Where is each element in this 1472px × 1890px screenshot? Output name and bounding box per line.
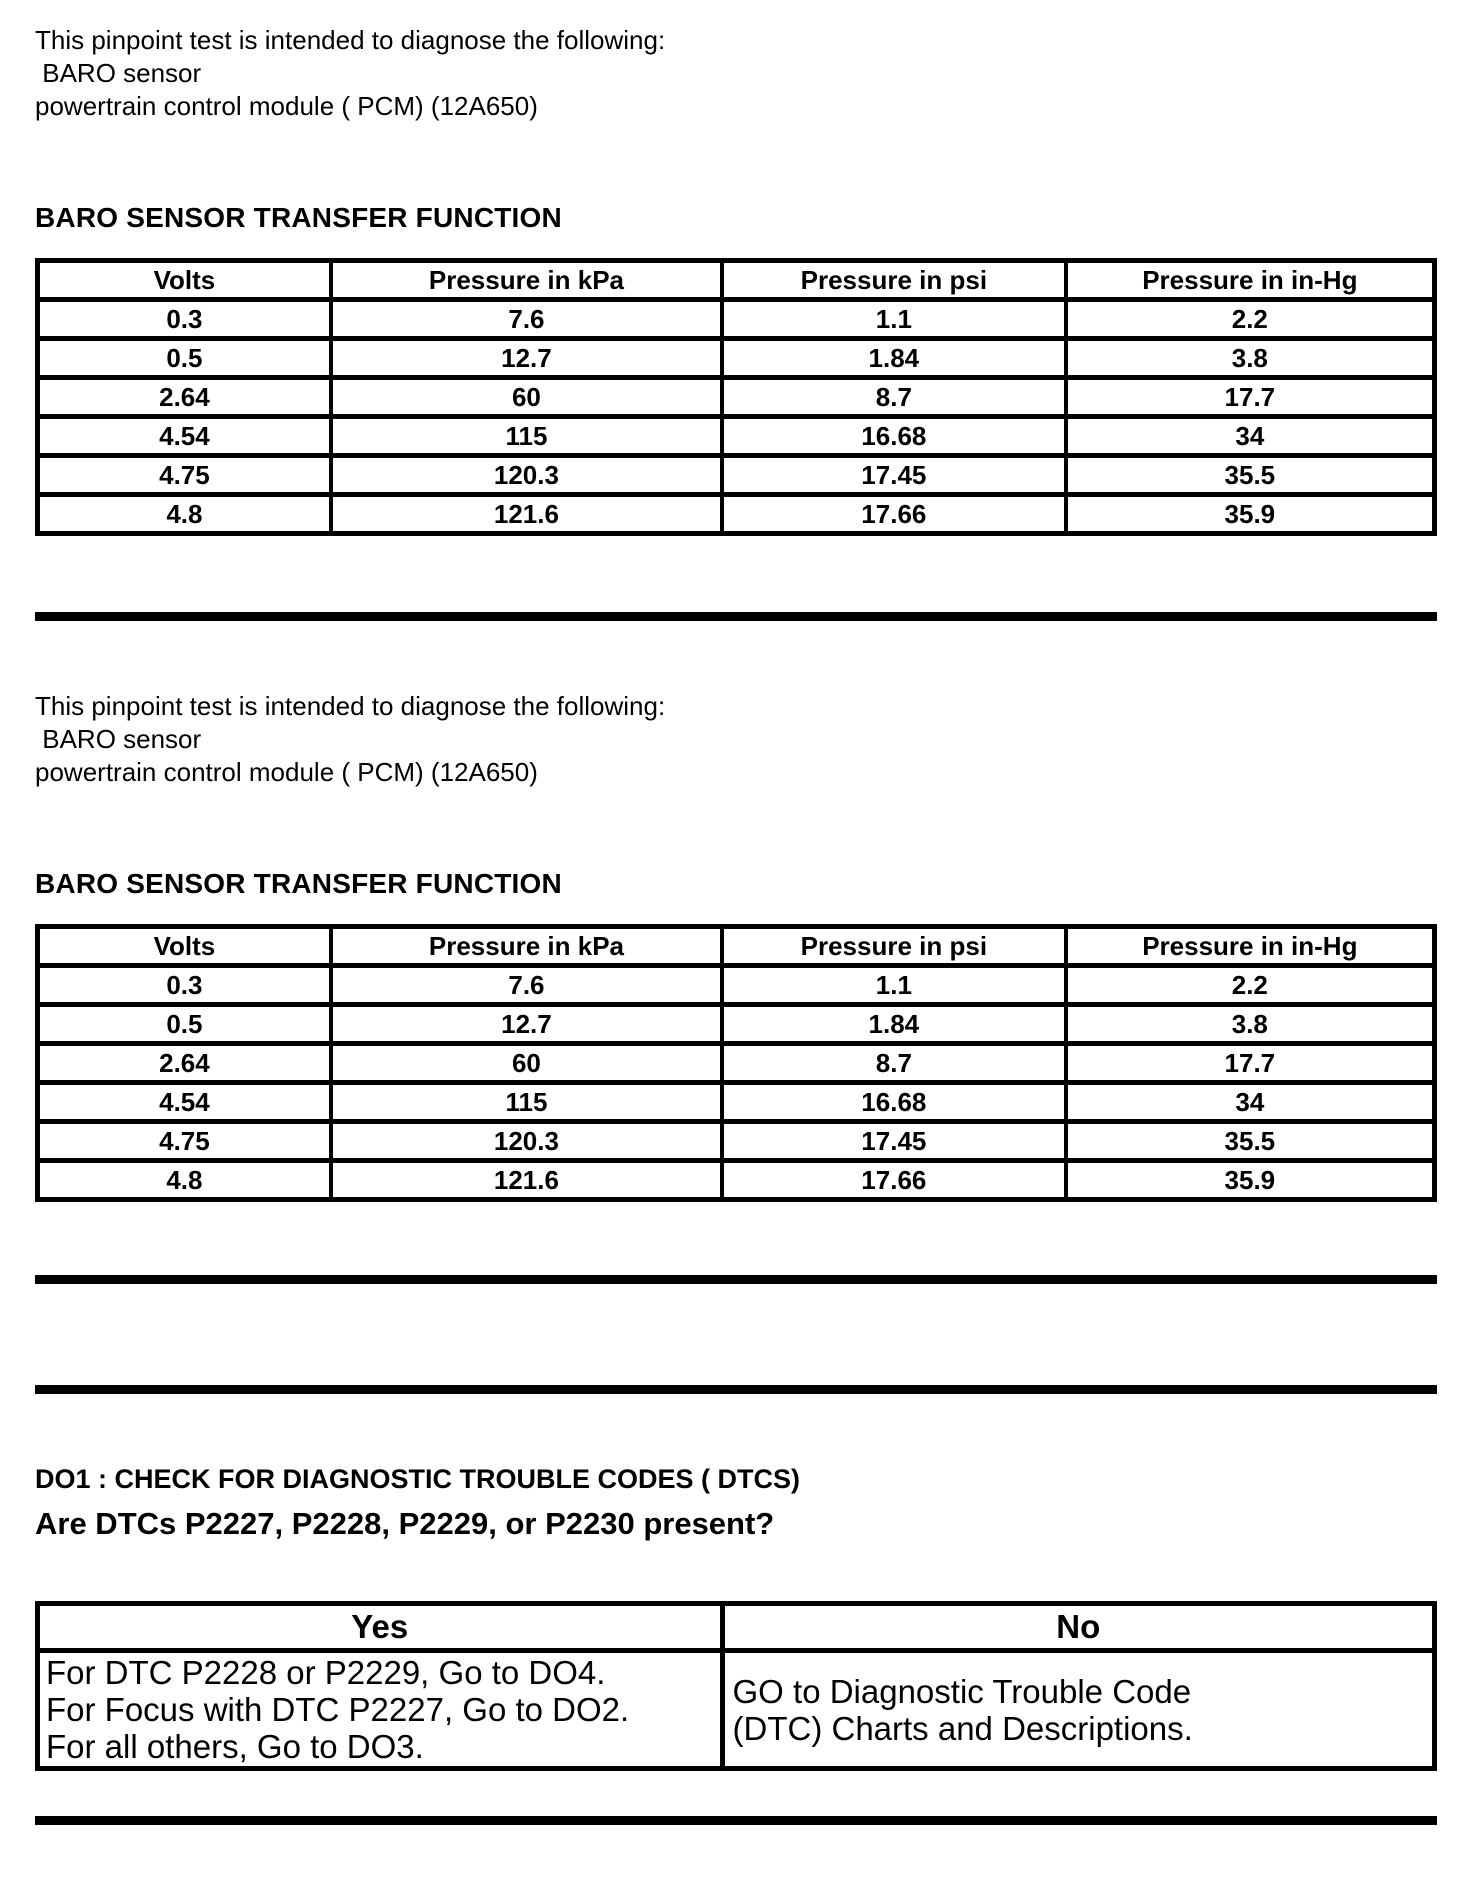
table-cell: 34 [1066,1083,1435,1122]
table-cell: 4.8 [38,1161,331,1200]
table-row [38,966,1435,1005]
no-cell [722,1651,1434,1769]
table-row [38,495,1435,534]
table-row [38,1005,1435,1044]
column-header-psi: Pressure in psi [722,261,1066,300]
decision-header-row [38,1604,1435,1651]
section-heading: BARO SENSOR TRANSFER FUNCTION [35,868,562,899]
table-cell: 35.9 [1066,1161,1435,1200]
decision-body-row [38,1651,1435,1769]
table-cell: 3.8 [1066,339,1435,378]
table-cell: 34 [1066,417,1435,456]
table-cell: 0.3 [38,300,331,339]
table-row [38,1122,1435,1161]
table-row [38,1161,1435,1200]
table-cell: 7.6 [331,300,722,339]
table-cell: 35.5 [1066,456,1435,495]
document-page [0,24,1472,1825]
horizontal-rule [35,1385,1437,1394]
table-cell: 12.7 [331,1005,722,1044]
table-cell: 17.7 [1066,378,1435,417]
table-row [38,300,1435,339]
table-cell: 4.54 [38,1083,331,1122]
table-cell: 17.7 [1066,1044,1435,1083]
decision-line: For Focus with DTC P2227, Go to DO2. [46,1691,630,1728]
table-cell: 7.6 [331,966,722,1005]
section-heading: BARO SENSOR TRANSFER FUNCTION [35,202,562,233]
decision-line: For all others, Go to DO3. [46,1728,424,1765]
intro-paragraph [35,24,1437,123]
table-cell: 16.68 [722,417,1066,456]
table-row [38,456,1435,495]
table-cell: 4.54 [38,417,331,456]
table-cell: 0.5 [38,1005,331,1044]
table-cell: 8.7 [722,1044,1066,1083]
intro-line: powertrain control module ( PCM) (12A650) [35,91,538,121]
table-header-row [38,927,1435,966]
table-cell: 4.75 [38,1122,331,1161]
table-row [38,1044,1435,1083]
table-cell: 1.84 [722,1005,1066,1044]
table-row [38,339,1435,378]
table-cell: 121.6 [331,495,722,534]
pinpoint-test-section-1 [35,24,1437,536]
intro-line: powertrain control module ( PCM) (12A650) [35,757,538,787]
table-cell: 115 [331,417,722,456]
table-cell: 0.5 [38,339,331,378]
horizontal-rule [35,612,1437,621]
pinpoint-test-section-2 [35,690,1437,1202]
table-header-row [38,261,1435,300]
table-cell: 60 [331,378,722,417]
column-header-inhg: Pressure in in-Hg [1066,261,1435,300]
table-cell: 0.3 [38,966,331,1005]
table-cell: 60 [331,1044,722,1083]
yes-cell [38,1651,723,1769]
table-cell: 12.7 [331,339,722,378]
table-cell: 120.3 [331,1122,722,1161]
table-cell: 17.45 [722,456,1066,495]
transfer-function-table [35,258,1437,536]
decision-table [35,1601,1437,1771]
decision-line: For DTC P2228 or P2229, Go to DO4. [46,1654,606,1691]
intro-line: BARO sensor [35,58,202,88]
intro-line: This pinpoint test is intended to diagnose the following: [35,25,666,55]
table-row [38,1083,1435,1122]
table-cell: 17.66 [722,1161,1066,1200]
table-cell: 35.5 [1066,1122,1435,1161]
table-cell: 1.1 [722,300,1066,339]
yes-column-header: Yes [38,1604,723,1651]
decision-line: (DTC) Charts and Descriptions. [732,1709,1193,1747]
step-question: Are DTCs P2227, P2228, P2229, or P2230 present? [35,1506,775,1541]
transfer-function-table [35,924,1437,1202]
no-column-header: No [722,1604,1434,1651]
table-cell: 3.8 [1066,1005,1435,1044]
column-header-inhg: Pressure in in-Hg [1066,927,1435,966]
table-cell: 2.2 [1066,966,1435,1005]
table-cell: 4.8 [38,495,331,534]
intro-line: BARO sensor [35,724,202,754]
table-cell: 121.6 [331,1161,722,1200]
table-cell: 17.66 [722,495,1066,534]
table-row [38,378,1435,417]
intro-line: This pinpoint test is intended to diagnose the following: [35,691,666,721]
horizontal-rule [35,1275,1437,1284]
table-cell: 2.64 [38,378,331,417]
intro-paragraph [35,690,1437,789]
table-cell: 2.64 [38,1044,331,1083]
table-cell: 115 [331,1083,722,1122]
column-header-kpa: Pressure in kPa [331,261,722,300]
table-cell: 8.7 [722,378,1066,417]
column-header-volts: Volts [38,261,331,300]
table-cell: 2.2 [1066,300,1435,339]
table-cell: 17.45 [722,1122,1066,1161]
table-cell: 16.68 [722,1083,1066,1122]
table-cell: 35.9 [1066,495,1435,534]
decision-line: GO to Diagnostic Trouble Code [732,1672,1192,1710]
step-title: DO1 : CHECK FOR DIAGNOSTIC TROUBLE CODES ( DTCS) [35,1464,801,1494]
table-cell: 120.3 [331,456,722,495]
column-header-volts: Volts [38,927,331,966]
horizontal-rule [35,1816,1437,1825]
table-cell: 1.1 [722,966,1066,1005]
table-cell: 1.84 [722,339,1066,378]
table-row [38,417,1435,456]
column-header-kpa: Pressure in kPa [331,927,722,966]
column-header-psi: Pressure in psi [722,927,1066,966]
table-cell: 4.75 [38,456,331,495]
